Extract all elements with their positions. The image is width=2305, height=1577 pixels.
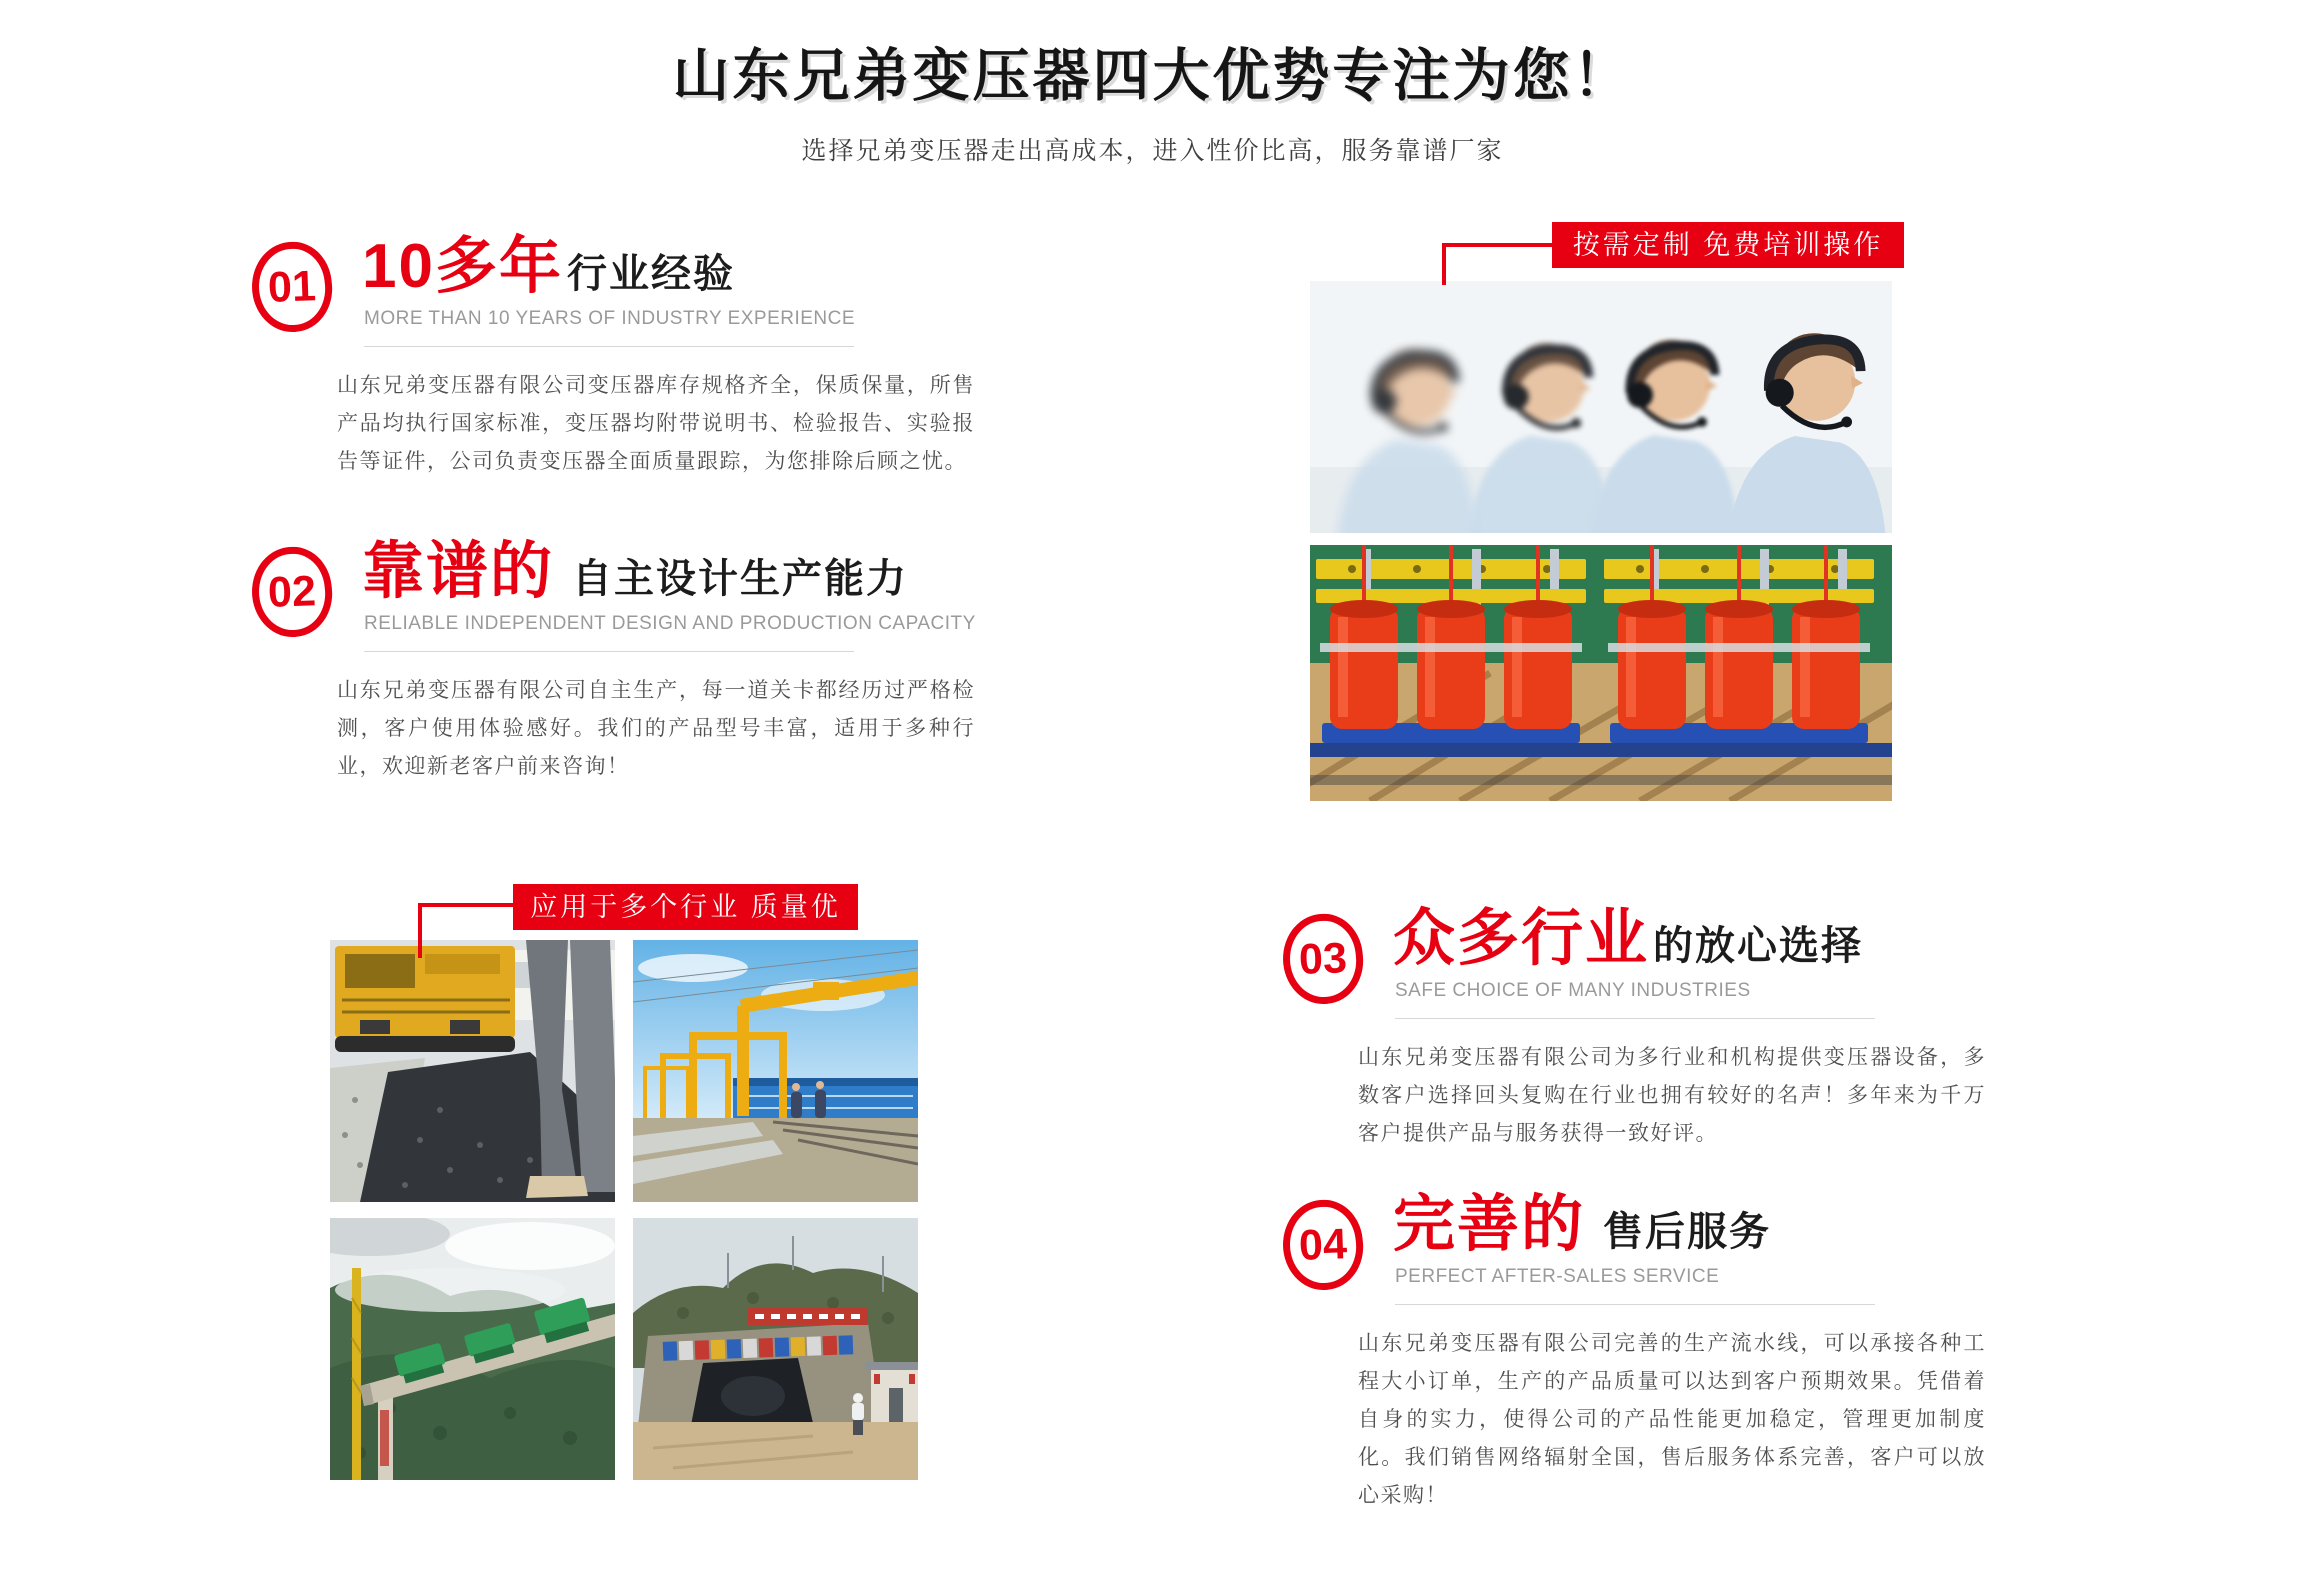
page-subtitle: 选择兄弟变压器走出高成本，进入性价比高，服务靠谱厂家 — [801, 137, 1504, 165]
headline-highlight: 众多行业 — [1393, 904, 1650, 973]
advantage-body-text: 山东兄弟变压器有限公司为多行业和机构提供变压器设备，多数客户选择回头复购在行业也拥有较好的名声！多年来为千万客户提供产品与服务获得一致好评。 — [1358, 1046, 1986, 1145]
page-title: 山东兄弟变压器四大优势专注为您！ — [672, 44, 1633, 108]
transformers-illustration — [1310, 545, 1892, 801]
advantage-number-badge — [248, 238, 337, 336]
headline-highlight: 10多年 — [362, 232, 563, 301]
advantage-section-01 — [252, 232, 975, 481]
gantry-crane-illustration — [633, 940, 918, 1202]
photo-tunnel-construction — [633, 1218, 918, 1480]
photo-customer-service-team — [1310, 281, 1892, 533]
headline-rest: 行业经验 — [566, 252, 735, 296]
headline-english-caption: PERFECT AFTER-SALES SERVICE — [1395, 1266, 1720, 1287]
advantage-number: 01 — [267, 261, 317, 312]
callout-connector-line — [1442, 243, 1446, 285]
photo-bridge-construction — [330, 1218, 615, 1480]
callout-custom-training: 按需定制 免费培训操作 — [1552, 222, 1904, 268]
section-divider — [364, 651, 854, 652]
callout-connector-line — [418, 903, 422, 958]
photo-gantry-crane-railway — [633, 940, 918, 1202]
headline-rest: 售后服务 — [1603, 1210, 1772, 1254]
headline-highlight: 靠谱的 — [362, 537, 555, 606]
advantage-number: 02 — [267, 566, 317, 617]
section-divider — [1395, 1304, 1875, 1305]
headline-english-caption: RELIABLE INDEPENDENT DESIGN AND PRODUCTION CAPACITY — [364, 613, 976, 634]
advantage-body-text: 山东兄弟变压器有限公司自主生产，每一道关卡都经历过严格检测，客户使用体验感好。我们的产品型号丰富，适用于多种行业，欢迎新老客户前来咨询！ — [337, 679, 975, 778]
callout-multi-industry: 应用于多个行业 质量优 — [513, 884, 858, 930]
headline-english-caption: MORE THAN 10 YEARS OF INDUSTRY EXPERIENCE — [364, 308, 856, 329]
section-divider — [1395, 1018, 1875, 1019]
advantage-number: 03 — [1298, 933, 1348, 984]
headline-rest: 自主设计生产能力 — [572, 557, 909, 601]
advantage-section-03 — [1283, 904, 1986, 1153]
advantage-body-text: 山东兄弟变压器有限公司完善的生产流水线，可以承接各种工程大小订单，生产的产品质量可以达到客户预期效果。凭借着自身的实力，使得公司的产品性能更加稳定，管理更加制度化。我们销售网络辐射全国，售后服务体系完善，客户可以放心采购！ — [1358, 1332, 1986, 1507]
advantage-headline — [1393, 904, 1986, 973]
headline-english-caption: SAFE CHOICE OF MANY INDUSTRIES — [1395, 980, 1751, 1001]
advantage-headline — [1393, 1190, 1986, 1259]
advantage-number: 04 — [1298, 1219, 1348, 1270]
tunnel-construction-illustration — [633, 1218, 918, 1480]
callout-connector-line — [1442, 243, 1554, 247]
advantage-body-text: 山东兄弟变压器有限公司变压器库存规格齐全，保质保量，所售产品均执行国家标准，变压器均附带说明书、检验报告、实验报告等证件，公司负责变压器全面质量跟踪，为您排除后顾之忧。 — [337, 374, 975, 473]
asphalt-paving-illustration — [330, 940, 615, 1202]
advantage-section-02 — [252, 537, 976, 786]
advantage-headline — [362, 537, 976, 606]
callout-connector-line — [418, 903, 515, 907]
photo-asphalt-paving — [330, 940, 615, 1202]
section-divider — [364, 346, 854, 347]
advantage-section-04 — [1283, 1190, 1986, 1515]
advantage-number-badge — [1279, 1196, 1368, 1294]
headline-highlight: 完善的 — [1393, 1190, 1586, 1259]
advantage-headline — [362, 232, 975, 301]
advantage-number-badge — [1279, 910, 1368, 1008]
photo-dry-type-transformers — [1310, 545, 1892, 801]
customer-service-illustration — [1310, 281, 1892, 533]
headline-rest: 的放心选择 — [1653, 924, 1864, 968]
bridge-construction-illustration — [330, 1218, 615, 1480]
advantage-number-badge — [248, 543, 337, 641]
